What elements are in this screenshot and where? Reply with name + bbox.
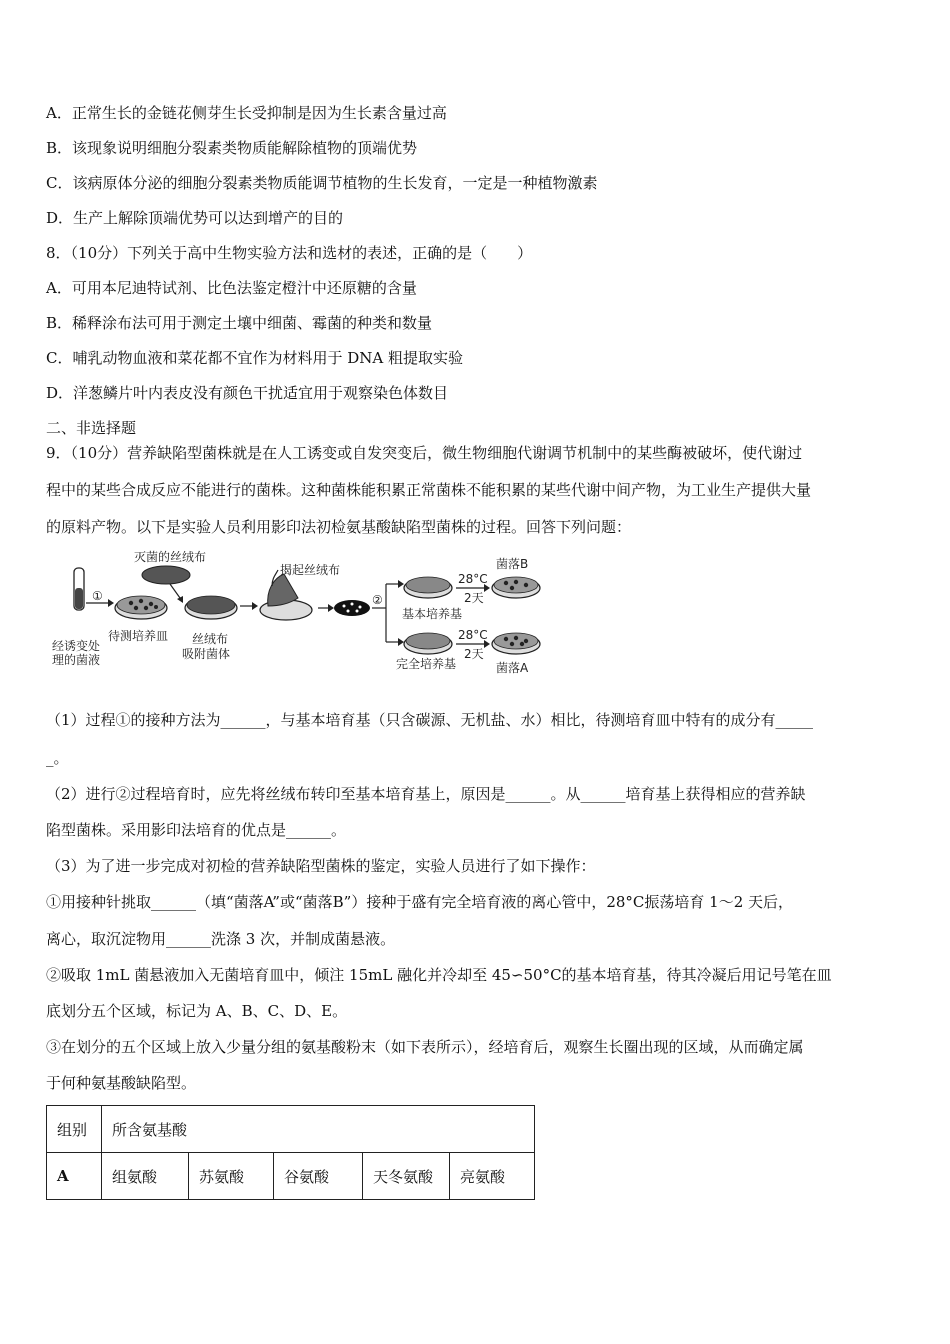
q8-option-d: D．洋葱鳞片叶内表皮没有颜色干扰适宜用于观察染色体数目 [46, 384, 449, 402]
part-2-line-2: 陷型菌株。采用影印法培育的优点是______。 [46, 821, 347, 839]
table-cell: 组氨酸 [102, 1153, 189, 1200]
q7-option-d: D．生产上解除顶端优势可以达到增产的目的 [46, 209, 344, 227]
header-group: 组别 [47, 1106, 102, 1153]
result-dish-a-icon [492, 633, 540, 654]
result-dish-b-icon [492, 577, 540, 598]
label-days-top: 2天 [464, 591, 484, 605]
part-2-line-1: （2）进行②过程培育时，应先将丝绒布转印至基本培育基上，原因是______。从______培育基上获得相应的营养缺 [46, 785, 806, 803]
replica-plating-diagram [46, 548, 546, 678]
table-cell: 苏氨酸 [189, 1153, 274, 1200]
step-3-line-1: ③在划分的五个区域上放入少量分组的氨基酸粉末（如下表所示），经培育后，观察生长圈出现的区域，从而确定属 [46, 1038, 804, 1056]
q7-option-b: B．该现象说明细胞分裂素类物质能解除植物的顶端优势 [46, 139, 418, 157]
table-cell: 天冬氨酸 [363, 1153, 450, 1200]
label-velvet-2: 吸附菌体 [182, 647, 231, 661]
part-3-intro: （3）为了进一步完成对初检的营养缺陷型菌株的鉴定，实验人员进行了如下操作： [46, 857, 596, 875]
label-colony-a: 菌落A [496, 661, 529, 675]
q7-option-c: C．该病原体分泌的细胞分裂素类物质能调节植物的生长发育，一定是一种植物激素 [46, 174, 598, 192]
table-row [47, 1153, 535, 1200]
part-1-line-2: _。 [46, 749, 69, 767]
label-test-dish: 待测培养皿 [108, 629, 169, 643]
table-cell-group: A [47, 1153, 102, 1200]
label-sterile-velvet: 灭菌的丝绒布 [134, 550, 207, 564]
step-1-line-2: 离心，取沉淀物用______洗涤 3 次，并制成菌悬液。 [46, 930, 396, 948]
step-2-line-2: 底划分五个区域，标记为 A、B、C、D、E。 [46, 1002, 348, 1020]
q8-option-b: B．稀释涂布法可用于测定土壤中细菌、霉菌的种类和数量 [46, 314, 433, 332]
test-tube-icon [74, 568, 84, 610]
label-temp-bottom: 28°C [458, 628, 488, 642]
label-basic-medium: 基本培养基 [402, 607, 463, 621]
q9-stem-line-3: 的原料产物。以下是实验人员利用影印法初检氨基酸缺陷型菌株的过程。回答下列问题： [46, 518, 632, 536]
label-days-bottom: 2天 [464, 647, 484, 661]
label-mutagen: 经诱变处 [52, 639, 101, 653]
q8-option-c: C．哺乳动物血液和菜花都不宜作为材料用于 DNA 粗提取实验 [46, 349, 463, 367]
label-mutagen-2: 理的菌液 [52, 653, 101, 667]
table-cell: 亮氨酸 [450, 1153, 535, 1200]
test-dish-icon [115, 596, 167, 619]
q8-option-a: A．可用本尼迪特试剂、比色法鉴定橙汁中还原糖的含量 [46, 279, 417, 297]
section-heading: 二、非选择题 [46, 419, 137, 437]
step-3-line-2: 于何种氨基酸缺陷型。 [46, 1074, 197, 1092]
q7-option-a: A．正常生长的金链花侧芽生长受抑制是因为生长素含量过高 [46, 104, 447, 122]
step-1-line-1: ①用接种针挑取______（填“菌落A”或“菌落B”）接种于盛有完全培育液的离心管中，28°C振荡培育 1～2 天后， [46, 893, 794, 911]
step-2-line-1: ②吸取 1mL 菌悬液加入无菌培育皿中，倾注 15mL 融化并冷却至 45∽50°C的基本培育基，待其冷凝后用记号笔在皿 [46, 966, 832, 984]
q8-stem: 8．（10分）下列关于高中生物实验方法和选材的表述，正确的是（ ） [46, 244, 533, 262]
step-1-marker: ① [92, 589, 103, 603]
step-2-marker: ② [372, 593, 383, 607]
basic-medium-dish-icon [404, 577, 452, 598]
label-temp-top: 28°C [458, 572, 488, 586]
label-velvet: 丝绒布 [192, 632, 229, 646]
table-cell: 谷氨酸 [274, 1153, 363, 1200]
complete-medium-dish-icon [404, 633, 452, 654]
amino-acid-table [46, 1105, 535, 1200]
label-complete-medium: 完全培养基 [396, 657, 457, 671]
velvet-dish-icon [185, 596, 237, 619]
label-lift-velvet: 揭起丝绒布 [280, 563, 341, 577]
part-1-line-1: （1）过程①的接种方法为______，与基本培育基（只含碳源、无机盐、水）相比，待测培育皿中特有的成分有_____ [46, 711, 814, 729]
header-amino-acids: 所含氨基酸 [102, 1106, 535, 1153]
table-header-row [47, 1106, 535, 1153]
velvet-colonies-icon [334, 600, 370, 616]
lift-velvet-icon [260, 570, 312, 620]
q9-stem-line-1: 9．（10分）营养缺陷型菌株就是在人工诱变或自发突变后，微生物细胞代谢调节机制中的某些酶被破坏，使代谢过 [46, 444, 803, 462]
label-colony-b: 菌落B [496, 557, 529, 571]
q9-stem-line-2: 程中的某些合成反应不能进行的菌株。这种菌株能积累正常菌株不能积累的某些代谢中间产物，为工业生产提供大量 [46, 481, 812, 499]
